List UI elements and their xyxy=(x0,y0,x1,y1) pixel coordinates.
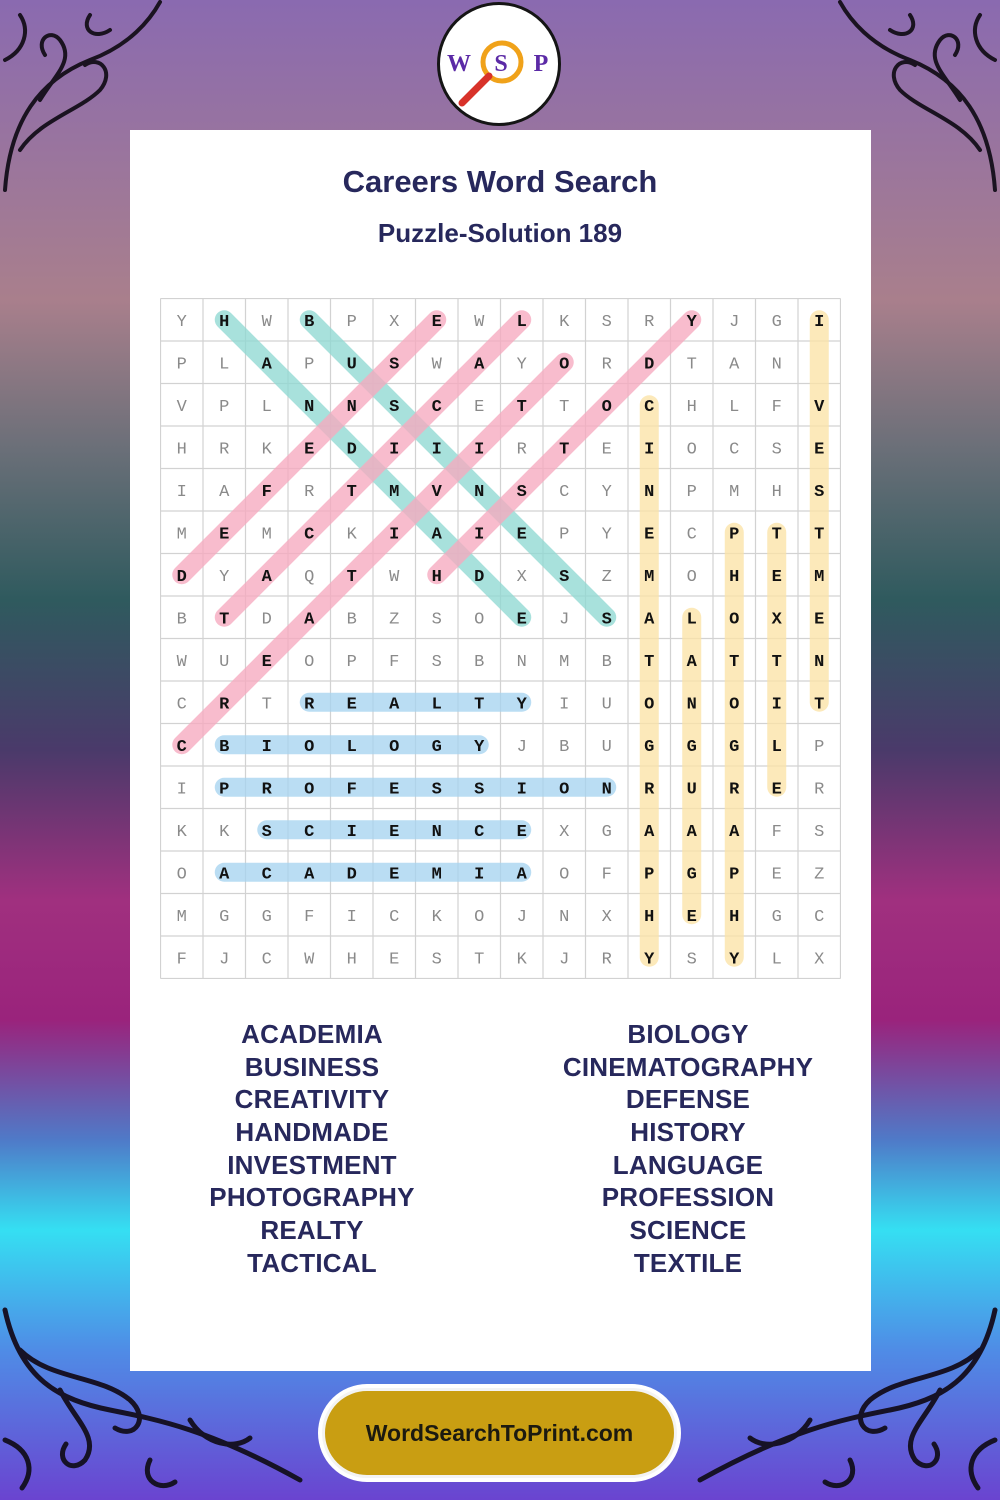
grid-letter: O xyxy=(389,737,400,757)
grid-letter: R xyxy=(644,312,655,332)
grid-letter: R xyxy=(219,440,230,460)
grid-letter: V xyxy=(431,482,442,502)
grid-letter: W xyxy=(431,355,442,375)
grid-letter: N xyxy=(431,822,442,842)
grid-letter: U xyxy=(219,652,230,672)
grid-letter: B xyxy=(601,652,612,672)
grid-letter: E xyxy=(474,397,485,417)
grid-letter: P xyxy=(219,397,230,417)
grid-letter: T xyxy=(474,695,485,715)
grid-letter: E xyxy=(814,440,825,460)
grid-letter: A xyxy=(431,525,442,545)
grid-letter: L xyxy=(261,397,272,417)
grid-letter: W xyxy=(474,312,485,332)
grid-letter: N xyxy=(686,695,697,715)
grid-letter: Q xyxy=(304,567,315,587)
grid-letter: N xyxy=(814,652,825,672)
grid-letter: P xyxy=(176,355,187,375)
word-list-item: INVESTMENT xyxy=(227,1149,397,1180)
grid-letter: C xyxy=(644,397,655,417)
grid-letter: S xyxy=(474,780,485,800)
word-list-item: REALTY xyxy=(260,1215,364,1246)
grid-letter: S xyxy=(601,610,612,630)
grid-letter: S xyxy=(431,950,442,970)
grid-letter: L xyxy=(346,737,357,757)
grid-letter: M xyxy=(389,482,400,502)
grid-letter: S xyxy=(814,822,825,842)
grid-letter: E xyxy=(601,440,612,460)
grid-letter: R xyxy=(729,780,740,800)
word-list-left xyxy=(132,1018,492,1280)
grid-letter: I xyxy=(176,482,187,502)
grid-letter: R xyxy=(601,355,612,375)
grid-letter: P xyxy=(304,355,315,375)
grid-letter: J xyxy=(559,950,570,970)
grid-letter: E xyxy=(219,525,230,545)
grid-letter: M xyxy=(176,525,187,545)
grid-letter: X xyxy=(601,907,612,927)
grid-letter: E xyxy=(516,822,527,842)
grid-letter: E xyxy=(516,610,527,630)
grid-letter: D xyxy=(261,610,272,630)
grid-letter: O xyxy=(601,397,612,417)
grid-letter: I xyxy=(771,695,782,715)
grid-letter: P xyxy=(346,312,357,332)
grid-letter: I xyxy=(261,737,272,757)
grid-letter: O xyxy=(686,440,697,460)
grid-letter: L xyxy=(729,397,740,417)
grid-letter: D xyxy=(474,567,485,587)
grid-letter: C xyxy=(261,865,272,885)
logo-letter-w: W xyxy=(447,51,471,77)
grid-letter: S xyxy=(389,397,400,417)
grid-letter: C xyxy=(729,440,740,460)
grid-letter: Y xyxy=(644,950,655,970)
grid-letter: W xyxy=(389,567,400,587)
word-list-item: SCIENCE xyxy=(629,1215,747,1246)
grid-letter: A xyxy=(686,822,697,842)
grid-letter: N xyxy=(346,397,357,417)
grid-letter: M xyxy=(176,907,187,927)
grid-letter: V xyxy=(814,397,825,417)
grid-letter: O xyxy=(729,695,740,715)
grid-letter: I xyxy=(176,780,187,800)
grid-letter: Y xyxy=(474,737,485,757)
grid-letter: R xyxy=(601,950,612,970)
grid-letter: G xyxy=(261,907,272,927)
grid-letter: K xyxy=(176,822,187,842)
grid-letter: G xyxy=(601,822,612,842)
grid-letter: A xyxy=(644,610,655,630)
grid-letter: E xyxy=(389,822,400,842)
grid-letter: E xyxy=(346,695,357,715)
grid-letter: F xyxy=(771,822,782,842)
grid-letter: M xyxy=(559,652,570,672)
grid-letter: E xyxy=(644,525,655,545)
grid-letter: G xyxy=(644,737,655,757)
grid-letter: J xyxy=(559,610,570,630)
grid-letter: L xyxy=(686,610,697,630)
grid-letter: O xyxy=(729,610,740,630)
grid-letter: H xyxy=(686,397,697,417)
grid-letter: F xyxy=(304,907,315,927)
grid-letter: E xyxy=(304,440,315,460)
grid-letter: P xyxy=(686,482,697,502)
grid-letter: C xyxy=(261,950,272,970)
grid-letter: E xyxy=(771,567,782,587)
grid-letter: T xyxy=(516,397,527,417)
grid-letter: C xyxy=(559,482,570,502)
grid-letter: K xyxy=(559,312,570,332)
grid-letter: O xyxy=(176,865,187,885)
site-link-button[interactable] xyxy=(322,1388,677,1478)
grid-letter: C xyxy=(474,822,485,842)
grid-letter: O xyxy=(644,695,655,715)
grid-letter: R xyxy=(261,780,272,800)
grid-letter: Z xyxy=(601,567,612,587)
grid-letter: I xyxy=(346,822,357,842)
grid-letter: K xyxy=(261,440,272,460)
word-list-item: CINEMATOGRAPHY xyxy=(562,1051,814,1082)
grid-letter: C xyxy=(389,907,400,927)
page-title: Careers Word Search xyxy=(342,164,658,199)
grid-letter: K xyxy=(346,525,357,545)
grid-letter: P xyxy=(559,525,570,545)
grid-letter: T xyxy=(559,440,570,460)
grid-letter: B xyxy=(559,737,570,757)
grid-letter: X xyxy=(814,950,825,970)
grid-letter: T xyxy=(771,525,782,545)
grid-letter: E xyxy=(771,780,782,800)
grid-letter: Z xyxy=(389,610,400,630)
grid-letter: P xyxy=(814,737,825,757)
grid-letter: R xyxy=(219,695,230,715)
grid-letter: O xyxy=(559,355,570,375)
grid-letter: H xyxy=(346,950,357,970)
grid-letter: N xyxy=(559,907,570,927)
grid-letter: A xyxy=(261,355,272,375)
grid-letter: M xyxy=(729,482,740,502)
grid-letter: T xyxy=(474,950,485,970)
grid-letter: H xyxy=(644,907,655,927)
grid-letter: A xyxy=(219,865,230,885)
grid-letter: K xyxy=(219,822,230,842)
grid-letter: M xyxy=(261,525,272,545)
grid-letter: N xyxy=(644,482,655,502)
grid-letter: I xyxy=(474,525,485,545)
grid-letter: W xyxy=(304,950,315,970)
grid-letter: Y xyxy=(176,312,187,332)
grid-letter: J xyxy=(219,950,230,970)
word-list-item: ACADEMIA xyxy=(241,1019,383,1049)
grid-letter: G xyxy=(771,907,782,927)
grid-letter: W xyxy=(176,652,187,672)
grid-letter: P xyxy=(346,652,357,672)
grid-letter: U xyxy=(601,695,612,715)
grid-letter: J xyxy=(516,907,527,927)
word-list-item: CREATIVITY xyxy=(234,1084,390,1115)
grid-letter: A xyxy=(261,567,272,587)
word-list-item: HISTORY xyxy=(630,1117,746,1148)
grid-letter: K xyxy=(431,907,442,927)
grid-letter: A xyxy=(729,822,740,842)
grid-letter: D xyxy=(346,865,357,885)
grid-letter: C xyxy=(431,397,442,417)
grid-letter: H xyxy=(176,440,187,460)
grid-letter: I xyxy=(474,440,485,460)
grid-letter: E xyxy=(389,865,400,885)
grid-letter: S xyxy=(686,950,697,970)
grid-letter: S xyxy=(261,822,272,842)
grid-letter: L xyxy=(219,355,230,375)
grid-letter: R xyxy=(304,482,315,502)
grid-letter: B xyxy=(219,737,230,757)
grid-letter: J xyxy=(729,312,740,332)
grid-letter: X xyxy=(559,822,570,842)
grid-letter: O xyxy=(474,907,485,927)
grid-letter: N xyxy=(474,482,485,502)
grid-letter: L xyxy=(516,312,527,332)
grid-letter: I xyxy=(431,440,442,460)
grid-letter: J xyxy=(516,737,527,757)
grid-letter: A xyxy=(304,610,315,630)
grid-letter: E xyxy=(389,950,400,970)
grid-letter: T xyxy=(346,482,357,502)
grid-letter: A xyxy=(644,822,655,842)
grid-letter: T xyxy=(559,397,570,417)
site-logo[interactable] xyxy=(437,2,561,126)
grid-letter: K xyxy=(516,950,527,970)
grid-letter: A xyxy=(686,652,697,672)
grid-letter: S xyxy=(814,482,825,502)
grid-letter: T xyxy=(219,610,230,630)
grid-letter: T xyxy=(346,567,357,587)
grid-letter: T xyxy=(729,652,740,672)
grid-letter: S xyxy=(431,610,442,630)
grid-letter: C xyxy=(176,695,187,715)
grid-letter: A xyxy=(389,695,400,715)
grid-letter: B xyxy=(304,312,315,332)
grid-letter: H xyxy=(729,567,740,587)
grid-letter: Z xyxy=(814,865,825,885)
grid-letter: I xyxy=(389,440,400,460)
grid-letter: T xyxy=(261,695,272,715)
grid-letter: W xyxy=(261,312,272,332)
grid-letter: M xyxy=(814,567,825,587)
grid-letter: A xyxy=(729,355,740,375)
grid-letter: T xyxy=(686,355,697,375)
grid-letter: I xyxy=(474,865,485,885)
grid-letter: S xyxy=(431,652,442,672)
grid-letter: E xyxy=(261,652,272,672)
grid-letter: P xyxy=(219,780,230,800)
grid-letter: V xyxy=(176,397,187,417)
word-list-item: PROFESSION xyxy=(601,1182,775,1213)
grid-letter: T xyxy=(814,695,825,715)
grid-letter: I xyxy=(644,440,655,460)
grid-letter: C xyxy=(686,525,697,545)
grid-letter: C xyxy=(304,822,315,842)
grid-letter: M xyxy=(644,567,655,587)
grid-letter: H xyxy=(771,482,782,502)
grid-letter: Y xyxy=(516,355,527,375)
grid-letter: O xyxy=(559,780,570,800)
grid-letter: I xyxy=(346,907,357,927)
grid-letter: O xyxy=(686,567,697,587)
grid-letter: P xyxy=(729,865,740,885)
word-list-right xyxy=(508,1018,868,1280)
grid-letter: S xyxy=(389,355,400,375)
grid-letter: R xyxy=(304,695,315,715)
grid-letter: T xyxy=(644,652,655,672)
grid-letter: P xyxy=(644,865,655,885)
word-list-item: TEXTILE xyxy=(633,1247,743,1278)
grid-letter: G xyxy=(771,312,782,332)
grid-letter: M xyxy=(431,865,442,885)
grid-letter: Y xyxy=(729,950,740,970)
grid-letter: S xyxy=(559,567,570,587)
grid-letter: Y xyxy=(219,567,230,587)
grid-letter: G xyxy=(729,737,740,757)
word-search-grid xyxy=(160,298,841,979)
grid-letter: E xyxy=(814,610,825,630)
grid-letter: B xyxy=(474,652,485,672)
grid-letter: S xyxy=(431,780,442,800)
grid-letter: F xyxy=(601,865,612,885)
grid-letter: O xyxy=(304,652,315,672)
grid-letter: X xyxy=(771,610,782,630)
word-list-item: PHOTOGRAPHY xyxy=(209,1182,415,1213)
grid-letter: R xyxy=(814,780,825,800)
grid-letter: A xyxy=(219,482,230,502)
word-list-item: BUSINESS xyxy=(244,1051,380,1082)
grid-letter: O xyxy=(559,865,570,885)
grid-letter: E xyxy=(516,525,527,545)
grid-letter: F xyxy=(771,397,782,417)
grid-letter: T xyxy=(771,652,782,672)
grid-letter: L xyxy=(771,950,782,970)
grid-letter: I xyxy=(516,780,527,800)
logo-letter-s: S xyxy=(494,51,508,77)
grid-letter: F xyxy=(261,482,272,502)
grid-letter: G xyxy=(431,737,442,757)
grid-letter: S xyxy=(771,440,782,460)
grid-letter: E xyxy=(771,865,782,885)
grid-letter: B xyxy=(346,610,357,630)
word-list-item: DEFENSE xyxy=(625,1084,751,1115)
grid-letter: G xyxy=(219,907,230,927)
grid-letter: A xyxy=(474,355,485,375)
grid-letter: O xyxy=(304,737,315,757)
word-list-item: HANDMADE xyxy=(235,1117,389,1148)
grid-letter: P xyxy=(729,525,740,545)
grid-letter: N xyxy=(771,355,782,375)
word-list-item: BIOLOGY xyxy=(627,1019,749,1049)
grid-letter: D xyxy=(176,567,187,587)
grid-letter: F xyxy=(176,950,187,970)
grid-letter: R xyxy=(644,780,655,800)
grid-letter: I xyxy=(814,312,825,332)
grid-letter: U xyxy=(601,737,612,757)
grid-letter: N xyxy=(516,652,527,672)
grid-letter: I xyxy=(389,525,400,545)
grid-letter: G xyxy=(686,737,697,757)
grid-letter: X xyxy=(516,567,527,587)
grid-letter: O xyxy=(474,610,485,630)
grid-letter: S xyxy=(601,312,612,332)
grid-letter: T xyxy=(814,525,825,545)
grid-letter: E xyxy=(389,780,400,800)
grid-letter: L xyxy=(771,737,782,757)
word-list-item: TACTICAL xyxy=(247,1247,377,1278)
grid-letter: C xyxy=(304,525,315,545)
grid-letter: R xyxy=(516,440,527,460)
grid-letter: C xyxy=(176,737,187,757)
page-subtitle: Puzzle-Solution 189 xyxy=(377,218,623,248)
site-link-label: WordSearchToPrint.com xyxy=(365,1419,634,1446)
grid-letter: F xyxy=(389,652,400,672)
grid-letter: S xyxy=(516,482,527,502)
grid-letter: H xyxy=(431,567,442,587)
grid-letter: A xyxy=(516,865,527,885)
grid-letter: X xyxy=(389,312,400,332)
grid-letter: N xyxy=(304,397,315,417)
grid-letter: I xyxy=(559,695,570,715)
grid-letter: E xyxy=(431,312,442,332)
grid-letter: U xyxy=(686,780,697,800)
grid-letter: E xyxy=(686,907,697,927)
grid-letter: N xyxy=(601,780,612,800)
grid-letter: C xyxy=(814,907,825,927)
grid-letter: Y xyxy=(516,695,527,715)
grid-letter: D xyxy=(644,355,655,375)
grid-letter: H xyxy=(219,312,230,332)
grid-letter: D xyxy=(346,440,357,460)
grid-letter: Y xyxy=(601,482,612,502)
grid-letter: U xyxy=(346,355,357,375)
grid-letter: F xyxy=(346,780,357,800)
grid-letter: A xyxy=(304,865,315,885)
grid-letter: H xyxy=(729,907,740,927)
logo-letter-p: P xyxy=(533,51,549,77)
grid-letter: Y xyxy=(601,525,612,545)
grid-letter: B xyxy=(176,610,187,630)
grid-letter: L xyxy=(431,695,442,715)
grid-letter: O xyxy=(304,780,315,800)
grid-letter: G xyxy=(686,865,697,885)
grid-letter: Y xyxy=(686,312,697,332)
word-list-item: LANGUAGE xyxy=(612,1149,764,1180)
